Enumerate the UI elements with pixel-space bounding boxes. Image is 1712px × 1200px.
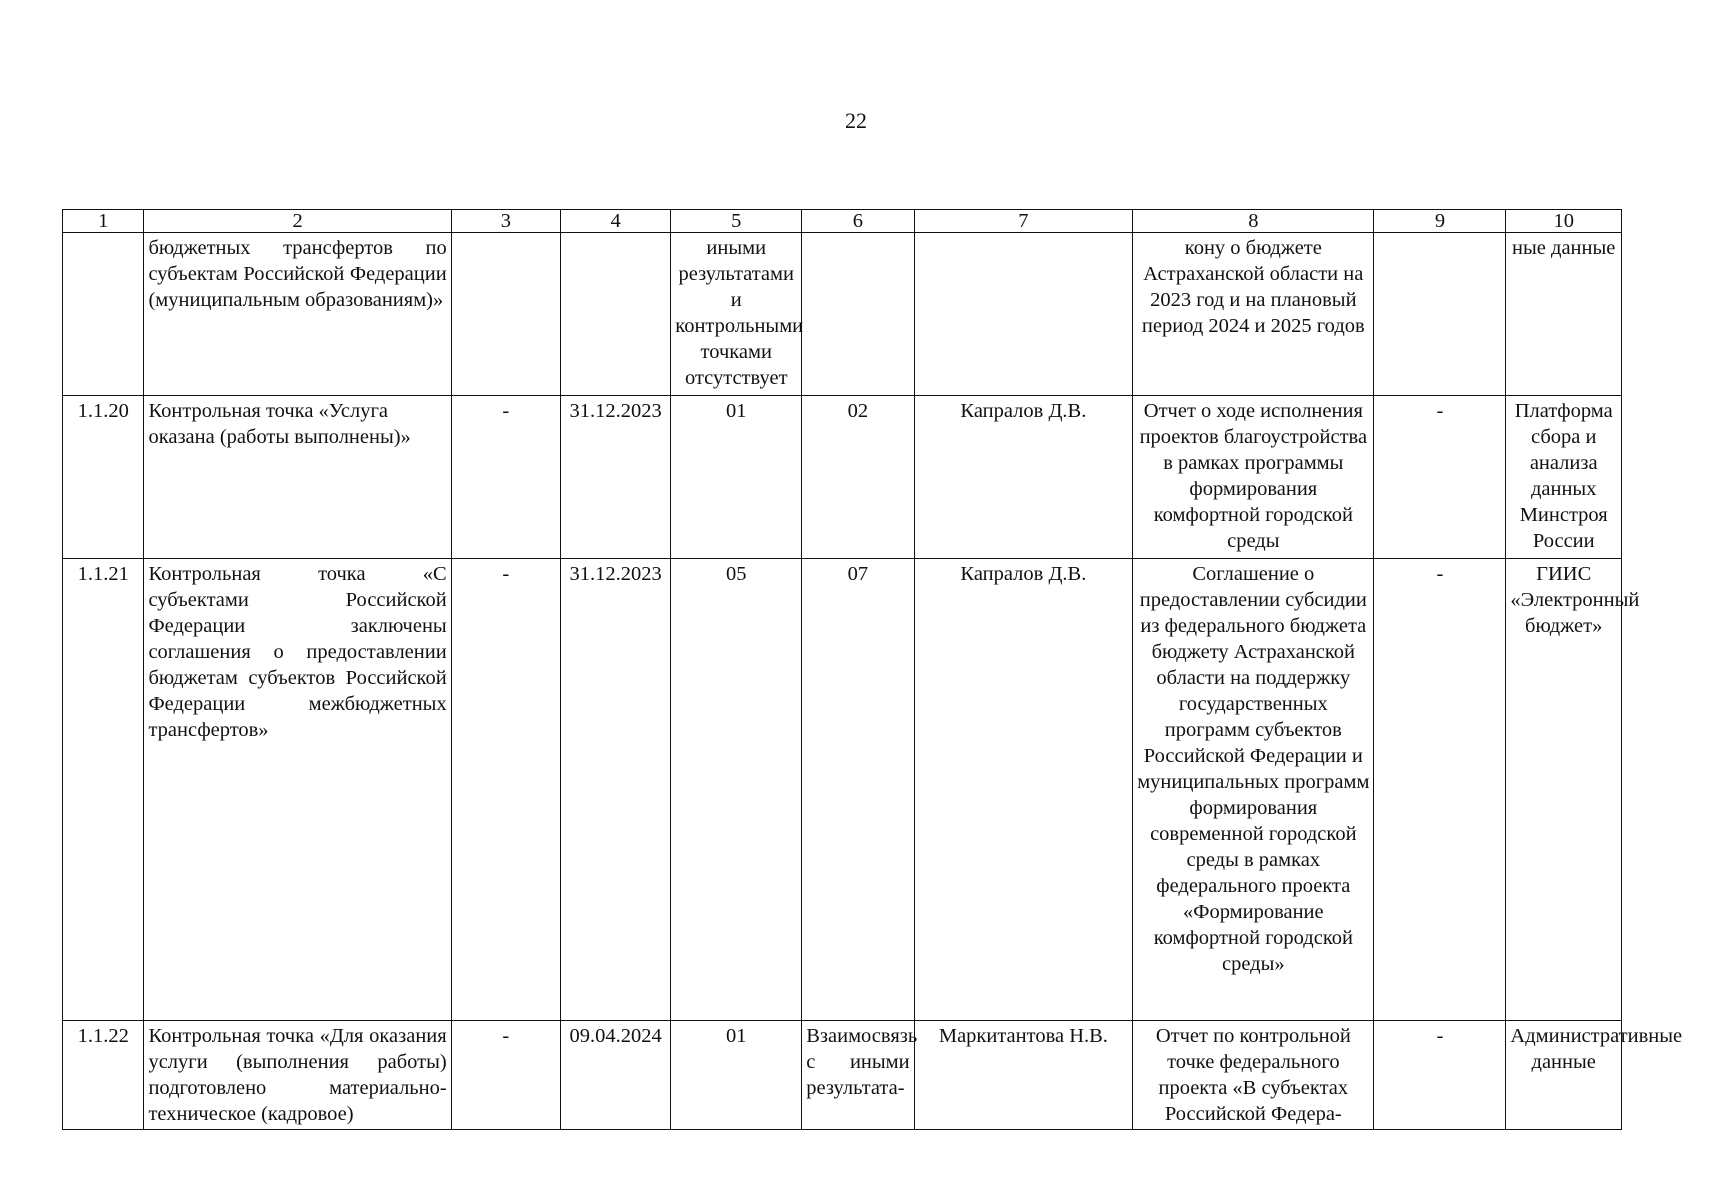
cell-col3 — [451, 233, 560, 396]
cell-date — [560, 233, 670, 396]
column-header: 3 — [451, 210, 560, 233]
cell-date: 31.12.2023 — [560, 559, 670, 1021]
table-row — [63, 559, 1622, 1021]
row-name: бюджетных трансфертов по субъектам Российской Федерации (муниципальным образованиям)» — [144, 233, 451, 396]
cell-source: ГИИС «Электронный бюджет» — [1506, 559, 1622, 1021]
table-row — [63, 1021, 1622, 1130]
cell-source: Платформа сбора и анализа данных Минстроя России — [1506, 396, 1622, 559]
cell-source: ные данные — [1506, 233, 1622, 396]
cell-col9: - — [1374, 559, 1506, 1021]
column-header: 2 — [144, 210, 451, 233]
row-number: 1.1.21 — [63, 559, 144, 1021]
cell-document: Соглашение о предоставлении субсидии из федерального бюджета бюджету Астраханской области на поддержку государственных программ субъектов Российской Федерации и муниципальных программ формирования современной городской среды в рамках федерального проекта «Формирование комфортной городской среды» — [1133, 559, 1374, 1021]
page-number: 22 — [845, 108, 867, 133]
cell-document: кону о бюджете Астраханской области на 2023 год и на плановый период 2024 и 2025 годов — [1133, 233, 1374, 396]
table-row — [63, 233, 1622, 396]
cell-document: Отчет по контрольной точке федерального проекта «В субъектах Российской Федера- — [1133, 1021, 1374, 1130]
row-number — [63, 233, 144, 396]
cell-col5: иными результатами и контрольными точками отсутствует — [671, 233, 802, 396]
table-row — [63, 396, 1622, 559]
cell-document: Отчет о ходе исполнения проектов благоустройства в рамках программы формирования комфортной городской среды — [1133, 396, 1374, 559]
row-number: 1.1.22 — [63, 1021, 144, 1130]
row-number: 1.1.20 — [63, 396, 144, 559]
cell-source: Административные данные — [1506, 1021, 1622, 1130]
cell-col9: - — [1374, 396, 1506, 559]
column-header: 8 — [1133, 210, 1374, 233]
header-row — [63, 210, 1622, 233]
column-header: 10 — [1506, 210, 1622, 233]
cell-col5: 05 — [671, 559, 802, 1021]
column-header: 4 — [560, 210, 670, 233]
plan-table — [62, 209, 1683, 1130]
cell-date: 31.12.2023 — [560, 396, 670, 559]
cell-responsible — [914, 233, 1133, 396]
cell-col6 — [802, 233, 914, 396]
column-header: 5 — [671, 210, 802, 233]
cell-col5: 01 — [671, 396, 802, 559]
cell-col6: 07 — [802, 559, 914, 1021]
cell-col3: - — [451, 559, 560, 1021]
row-name: Контрольная точка «С субъектами Российской Федерации заключены соглашения о предоставлении бюджетам субъектов Российской Федерации межбюджетных трансфертов» — [144, 559, 451, 1021]
cell-col3: - — [451, 396, 560, 559]
cell-col6: 02 — [802, 396, 914, 559]
cell-col5: 01 — [671, 1021, 802, 1130]
cell-responsible: Капралов Д.В. — [914, 559, 1133, 1021]
column-header: 6 — [802, 210, 914, 233]
cell-col6: Взаимосвязь с иными результата- — [802, 1021, 914, 1130]
column-header: 9 — [1374, 210, 1506, 233]
cell-col3: - — [451, 1021, 560, 1130]
column-header: 7 — [914, 210, 1133, 233]
column-header: 1 — [63, 210, 144, 233]
cell-date: 09.04.2024 — [560, 1021, 670, 1130]
cell-responsible: Маркитантова Н.В. — [914, 1021, 1133, 1130]
row-name: Контрольная точка «Для оказания услуги (выполнения работы) подготовлено материально-техническое (кадровое) — [144, 1021, 451, 1130]
cell-col9 — [1374, 233, 1506, 396]
cell-responsible: Капралов Д.В. — [914, 396, 1133, 559]
row-name: Контрольная точка «Услуга оказана (работы выполнены)» — [144, 396, 451, 559]
cell-col9: - — [1374, 1021, 1506, 1130]
